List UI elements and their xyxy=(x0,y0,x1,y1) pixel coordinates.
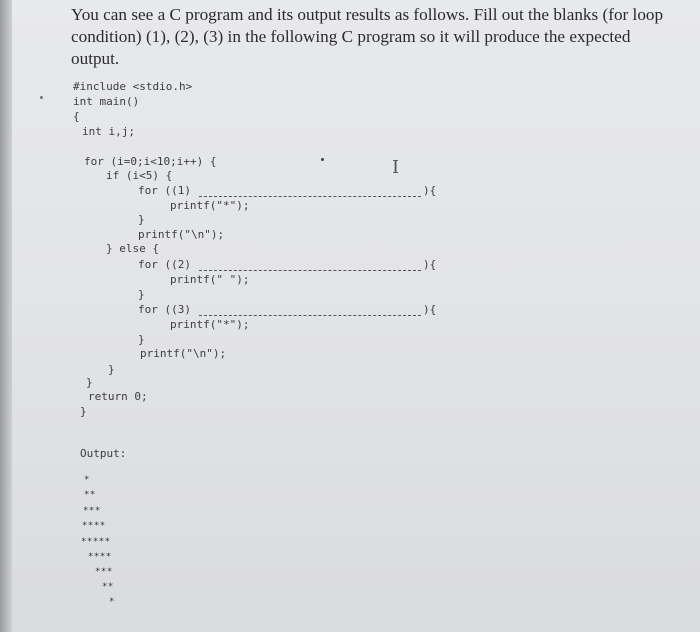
code-include: #include <stdio.h> xyxy=(73,80,193,93)
code-printf-newline-2: printf("\n"); xyxy=(140,347,227,360)
output-line: **** xyxy=(82,521,106,531)
code-for-blank-2: for ((2) xyxy=(138,258,191,271)
margin-mark xyxy=(40,96,43,99)
blank-3[interactable] xyxy=(199,315,421,316)
code-close-brace-3: } xyxy=(138,333,145,346)
code-main: int main() xyxy=(73,95,140,108)
blank-1[interactable] xyxy=(199,196,421,197)
code-for-blank-2-close: ){ xyxy=(423,258,437,271)
code-printf-newline-1: printf("\n"); xyxy=(138,228,225,241)
code-else: } else { xyxy=(106,242,159,255)
text-cursor-icon: I xyxy=(392,157,400,178)
stray-mark xyxy=(321,158,324,161)
code-declaration: int i,j; xyxy=(82,125,135,138)
output-label: Output: xyxy=(80,447,127,460)
code-for-blank-1-close: ){ xyxy=(423,184,437,197)
code-close-brace-if: } xyxy=(108,363,115,376)
code-for-blank-3: for ((3) xyxy=(138,303,191,316)
output-line: *** xyxy=(83,506,101,516)
page-edge-shadow xyxy=(0,0,12,632)
code-for-blank-1: for ((1) xyxy=(138,184,191,197)
code-close-brace-2: } xyxy=(138,288,145,301)
blank-2[interactable] xyxy=(199,270,421,271)
output-line: **** xyxy=(88,552,112,562)
code-printf-space: printf(" "); xyxy=(170,273,250,286)
output-line: * xyxy=(84,475,90,485)
code-if: if (i<5) { xyxy=(106,169,173,182)
code-return: return 0; xyxy=(88,390,148,403)
code-outer-for: for (i=0;i<10;i++) { xyxy=(84,155,217,168)
output-line: ** xyxy=(84,490,96,500)
code-close-brace-main: } xyxy=(80,405,87,418)
code-printf-star-1: printf("*"); xyxy=(170,199,250,212)
output-line: * xyxy=(109,597,115,607)
code-open-brace: { xyxy=(73,110,80,123)
question-text: You can see a C program and its output results as follows. Fill out the blanks (for loop condition) (1), (2), (3) in the following C program so it will produce the expected output. xyxy=(71,5,664,68)
code-close-brace-for: } xyxy=(86,376,93,389)
code-printf-star-2: printf("*"); xyxy=(170,318,250,331)
output-line: *** xyxy=(95,567,113,577)
output-line: ** xyxy=(102,582,114,592)
code-for-blank-3-close: ){ xyxy=(423,303,437,316)
output-line: ***** xyxy=(81,537,111,547)
code-close-brace-1: } xyxy=(138,213,145,226)
